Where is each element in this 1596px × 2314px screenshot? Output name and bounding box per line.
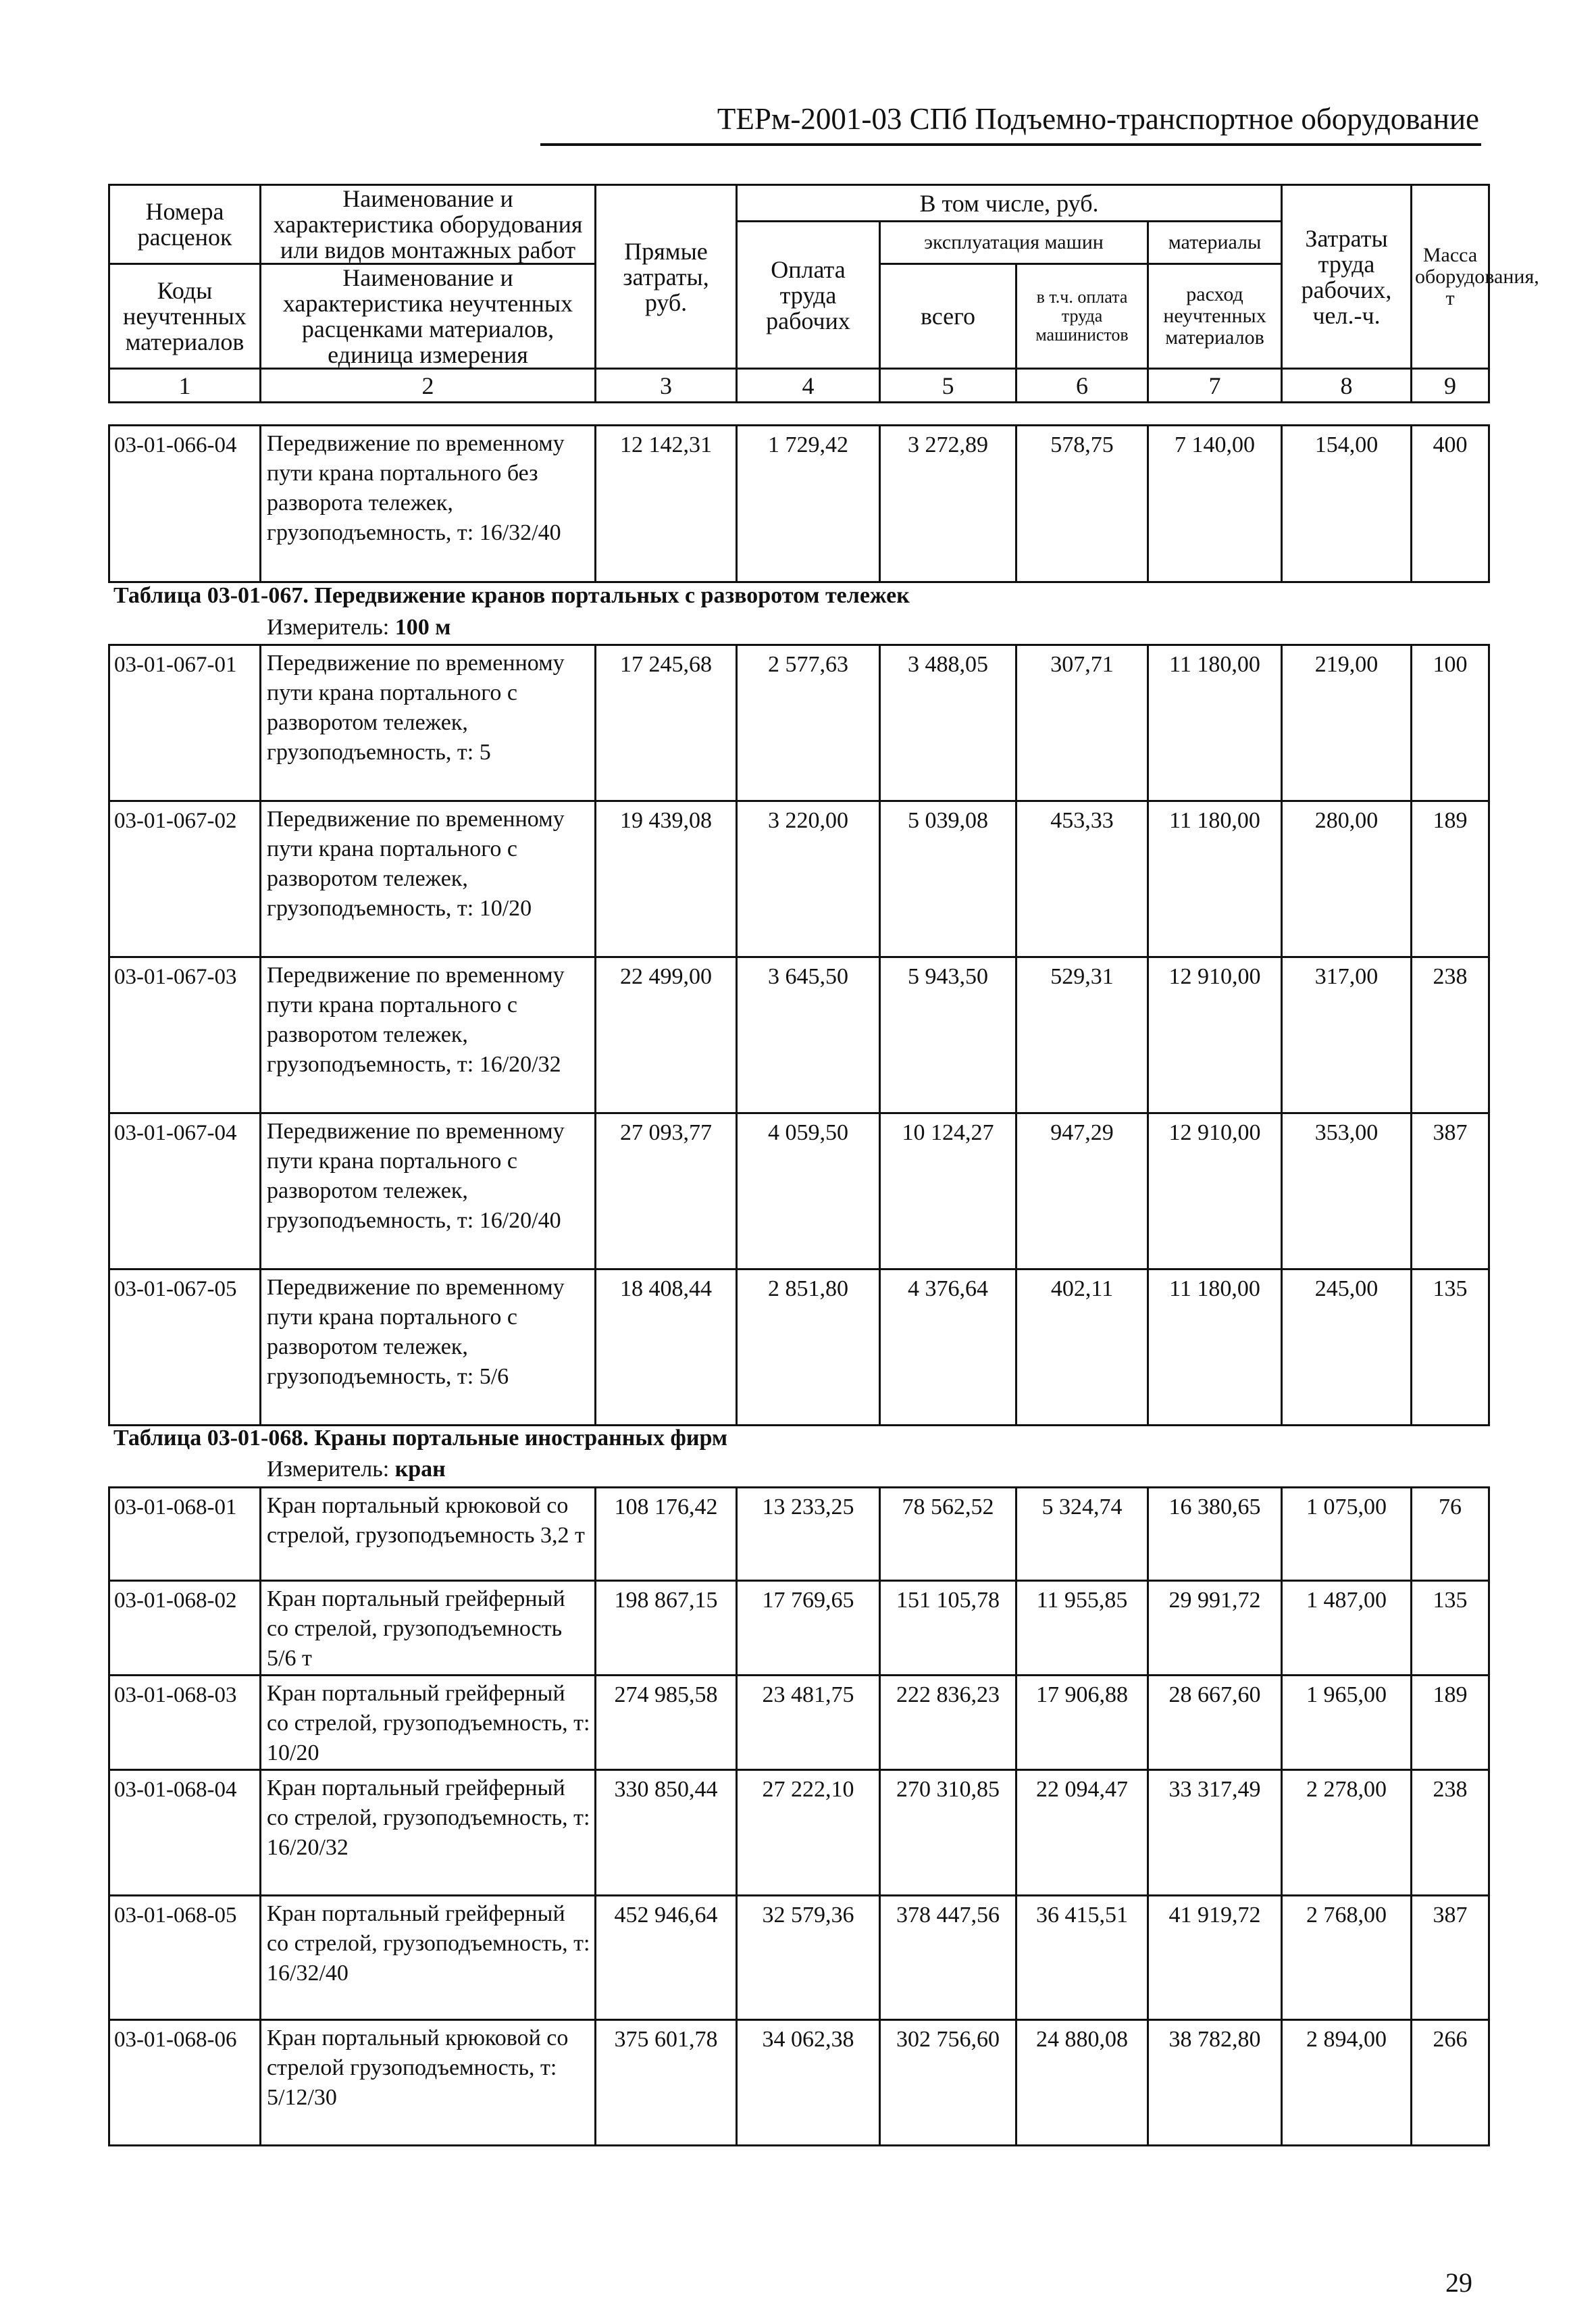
header-labor-pay: Оплата труда рабочих (737, 222, 880, 369)
rate-code: 03-01-068-02 (109, 1581, 261, 1676)
labor-hours: 245,00 (1282, 1269, 1412, 1426)
labor-hours: 317,00 (1282, 957, 1412, 1113)
table-row (109, 645, 1489, 801)
header-machines-total: всего (880, 264, 1016, 369)
equipment-mass: 189 (1412, 1676, 1489, 1770)
table-row (109, 1488, 1489, 1581)
table-row (109, 426, 1489, 582)
work-name: Передвижение по временному пути крана портального без разворота тележек, грузоподъемность, т: 16/32/40 (261, 426, 596, 582)
table-row (109, 1581, 1489, 1676)
operator-pay: 11 955,85 (1016, 1581, 1148, 1676)
materials: 29 991,72 (1148, 1581, 1282, 1676)
equipment-mass: 189 (1412, 801, 1489, 957)
labor-hours: 1 487,00 (1282, 1581, 1412, 1676)
table-067 (108, 644, 1490, 1426)
work-name: Передвижение по временному пути крана портального с разворотом тележек, грузоподъемность, т: 10/20 (261, 801, 596, 957)
table-row (109, 1113, 1489, 1269)
machines-total: 5 943,50 (880, 957, 1016, 1113)
table-066 (108, 424, 1490, 583)
col-number-2: 2 (261, 369, 596, 403)
labor-hours: 353,00 (1282, 1113, 1412, 1269)
labor-hours: 1 965,00 (1282, 1676, 1412, 1770)
machines-total: 3 272,89 (880, 426, 1016, 582)
labor-hours: 219,00 (1282, 645, 1412, 801)
labor-pay: 32 579,36 (737, 1896, 880, 2020)
work-name: Передвижение по временному пути крана портального с разворотом тележек, грузоподъемность, т: 16/20/40 (261, 1113, 596, 1269)
machines-total: 302 756,60 (880, 2020, 1016, 2146)
work-name: Кран портальный грейферный со стрелой, грузоподъемность, т: 10/20 (261, 1676, 596, 1770)
meter-value: кран (394, 1457, 446, 1482)
machines-total: 378 447,56 (880, 1896, 1016, 2020)
rate-code: 03-01-068-03 (109, 1676, 261, 1770)
table-row (109, 1269, 1489, 1426)
meter-label: Измеритель: (267, 615, 390, 640)
direct-costs: 18 408,44 (596, 1269, 737, 1426)
rate-code: 03-01-068-06 (109, 2020, 261, 2146)
labor-pay: 1 729,42 (737, 426, 880, 582)
rate-code: 03-01-067-02 (109, 801, 261, 957)
equipment-mass: 135 (1412, 1269, 1489, 1426)
header-in-total: В том числе, руб. (737, 185, 1282, 222)
work-name: Кран портальный грейферный со стрелой, грузоподъемность 5/6 т (261, 1581, 596, 1676)
operator-pay: 453,33 (1016, 801, 1148, 957)
operator-pay: 36 415,51 (1016, 1896, 1148, 2020)
meter-value: 100 м (394, 615, 451, 640)
rate-code: 03-01-067-03 (109, 957, 261, 1113)
table-067-meter (267, 615, 451, 640)
header-operator-pay: в т.ч. оплата труда машинистов (1016, 264, 1148, 369)
table-row (109, 957, 1489, 1113)
header-rate-numbers: Номера расценок (109, 185, 261, 264)
work-name: Кран портальный грейферный со стрелой, грузоподъемность, т: 16/20/32 (261, 1770, 596, 1896)
table-row (109, 801, 1489, 957)
table-row (109, 1770, 1489, 1896)
work-name: Передвижение по временному пути крана портального с разворотом тележек, грузоподъемность, т: 5 (261, 645, 596, 801)
work-name: Передвижение по временному пути крана портального с разворотом тележек, грузоподъемность, т: 5/6 (261, 1269, 596, 1426)
col-number-5: 5 (880, 369, 1016, 403)
materials: 7 140,00 (1148, 426, 1282, 582)
header-material-codes: Коды неучтенных материалов (109, 264, 261, 369)
operator-pay: 578,75 (1016, 426, 1148, 582)
materials: 12 910,00 (1148, 1113, 1282, 1269)
machines-total: 5 039,08 (880, 801, 1016, 957)
labor-pay: 34 062,38 (737, 2020, 880, 2146)
labor-pay: 3 220,00 (737, 801, 880, 957)
table-row (109, 1676, 1489, 1770)
header-labor-hours: Затраты труда рабочих, чел.-ч. (1282, 185, 1412, 369)
rate-code: 03-01-067-04 (109, 1113, 261, 1269)
labor-hours: 2 768,00 (1282, 1896, 1412, 2020)
labor-pay: 2 577,63 (737, 645, 880, 801)
materials: 16 380,65 (1148, 1488, 1282, 1581)
labor-hours: 280,00 (1282, 801, 1412, 957)
materials: 11 180,00 (1148, 1269, 1282, 1426)
machines-total: 270 310,85 (880, 1770, 1016, 1896)
machines-total: 4 376,64 (880, 1269, 1016, 1426)
rate-code: 03-01-067-05 (109, 1269, 261, 1426)
header-equipment-mass: Масса оборудования, т (1412, 185, 1489, 369)
col-number-6: 6 (1016, 369, 1148, 403)
direct-costs: 17 245,68 (596, 645, 737, 801)
equipment-mass: 238 (1412, 1770, 1489, 1896)
header-work-name: Наименование и характеристика оборудования или видов монтажных работ (261, 185, 596, 264)
operator-pay: 5 324,74 (1016, 1488, 1148, 1581)
table-068-meter (267, 1457, 446, 1482)
direct-costs: 27 093,77 (596, 1113, 737, 1269)
page-number: 29 (1445, 2267, 1472, 2298)
direct-costs: 274 985,58 (596, 1676, 737, 1770)
rate-code: 03-01-068-04 (109, 1770, 261, 1896)
direct-costs: 19 439,08 (596, 801, 737, 957)
labor-pay: 17 769,65 (737, 1581, 880, 1676)
equipment-mass: 387 (1412, 1113, 1489, 1269)
document-title: ТЕРм-2001-03 СПб Подъемно-транспортное оборудование (717, 102, 1479, 136)
rate-code: 03-01-068-05 (109, 1896, 261, 2020)
col-number-1: 1 (109, 369, 261, 403)
direct-costs: 198 867,15 (596, 1581, 737, 1676)
col-number-9: 9 (1412, 369, 1489, 403)
equipment-mass: 135 (1412, 1581, 1489, 1676)
column-header-table (108, 184, 1539, 403)
table-067-title: Таблица 03-01-067. Передвижение кранов портальных с разворотом тележек (113, 583, 910, 608)
materials: 38 782,80 (1148, 2020, 1282, 2146)
materials: 12 910,00 (1148, 957, 1282, 1113)
equipment-mass: 238 (1412, 957, 1489, 1113)
rate-code: 03-01-068-01 (109, 1488, 261, 1581)
machines-total: 151 105,78 (880, 1581, 1016, 1676)
col-number-4: 4 (737, 369, 880, 403)
meter-label: Измеритель: (267, 1457, 390, 1482)
work-name: Кран портальный крюковой со стрелой грузоподъемность, т: 5/12/30 (261, 2020, 596, 2146)
labor-pay: 27 222,10 (737, 1770, 880, 1896)
labor-hours: 2 894,00 (1282, 2020, 1412, 2146)
work-name: Передвижение по временному пути крана портального с разворотом тележек, грузоподъемность, т: 16/20/32 (261, 957, 596, 1113)
rate-code: 03-01-067-01 (109, 645, 261, 801)
operator-pay: 17 906,88 (1016, 1676, 1148, 1770)
labor-hours: 1 075,00 (1282, 1488, 1412, 1581)
header-unaccounted-materials: расход неучтенных материалов (1148, 264, 1282, 369)
direct-costs: 452 946,64 (596, 1896, 737, 2020)
title-rule (540, 143, 1481, 146)
col-number-8: 8 (1282, 369, 1412, 403)
direct-costs: 22 499,00 (596, 957, 737, 1113)
materials: 41 919,72 (1148, 1896, 1282, 2020)
direct-costs: 12 142,31 (596, 426, 737, 582)
equipment-mass: 400 (1412, 426, 1489, 582)
labor-pay: 13 233,25 (737, 1488, 880, 1581)
operator-pay: 529,31 (1016, 957, 1148, 1113)
table-068 (108, 1486, 1490, 2146)
labor-pay: 2 851,80 (737, 1269, 880, 1426)
header-direct-costs: Прямые затраты, руб. (596, 185, 737, 369)
labor-pay: 3 645,50 (737, 957, 880, 1113)
table-row (109, 1896, 1489, 2020)
labor-hours: 154,00 (1282, 426, 1412, 582)
operator-pay: 307,71 (1016, 645, 1148, 801)
machines-total: 3 488,05 (880, 645, 1016, 801)
materials: 33 317,49 (1148, 1770, 1282, 1896)
labor-pay: 4 059,50 (737, 1113, 880, 1269)
equipment-mass: 100 (1412, 645, 1489, 801)
equipment-mass: 76 (1412, 1488, 1489, 1581)
header-machines: эксплуатация машин (880, 222, 1148, 264)
labor-hours: 2 278,00 (1282, 1770, 1412, 1896)
col-number-3: 3 (596, 369, 737, 403)
materials: 28 667,60 (1148, 1676, 1282, 1770)
operator-pay: 22 094,47 (1016, 1770, 1148, 1896)
labor-pay: 23 481,75 (737, 1676, 880, 1770)
direct-costs: 330 850,44 (596, 1770, 737, 1896)
machines-total: 10 124,27 (880, 1113, 1016, 1269)
equipment-mass: 266 (1412, 2020, 1489, 2146)
header-materials: материалы (1148, 222, 1282, 264)
equipment-mass: 387 (1412, 1896, 1489, 2020)
operator-pay: 402,11 (1016, 1269, 1148, 1426)
work-name: Кран портальный крюковой со стрелой, грузоподъемность 3,2 т (261, 1488, 596, 1581)
materials: 11 180,00 (1148, 801, 1282, 957)
table-068-title: Таблица 03-01-068. Краны портальные иностранных фирм (113, 1426, 728, 1451)
direct-costs: 375 601,78 (596, 2020, 737, 2146)
operator-pay: 947,29 (1016, 1113, 1148, 1269)
col-number-7: 7 (1148, 369, 1282, 403)
direct-costs: 108 176,42 (596, 1488, 737, 1581)
machines-total: 222 836,23 (880, 1676, 1016, 1770)
table-row (109, 2020, 1489, 2146)
work-name: Кран портальный грейферный со стрелой, грузоподъемность, т: 16/32/40 (261, 1896, 596, 2020)
header-material-names: Наименование и характеристика неучтенных расценками материалов, единица измерения (261, 264, 596, 369)
materials: 11 180,00 (1148, 645, 1282, 801)
machines-total: 78 562,52 (880, 1488, 1016, 1581)
rate-code: 03-01-066-04 (109, 426, 261, 582)
operator-pay: 24 880,08 (1016, 2020, 1148, 2146)
